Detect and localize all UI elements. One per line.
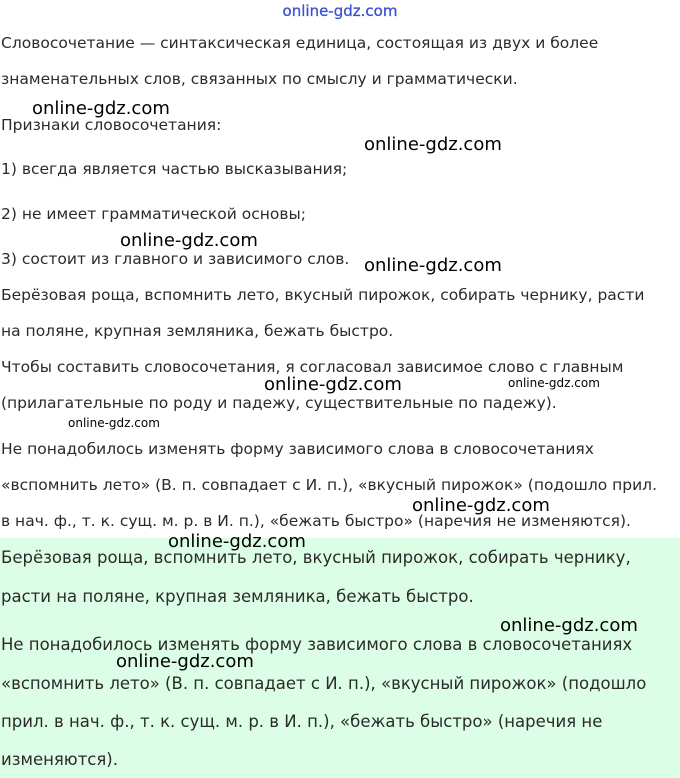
- feature-item-3: 3) состоит из главного и зависимого слов.: [1, 250, 350, 268]
- definition-line-1: Словосочетание — синтаксическая единица, состоящая из двух и более: [1, 34, 599, 52]
- watermark: online-gdz.com: [508, 376, 600, 390]
- watermark: online-gdz.com: [68, 416, 160, 430]
- note-line-2: «вспомнить лето» (В. п. совпадает с И. п.), «вкусный пирожок» (подошло прил.: [1, 476, 658, 494]
- watermark: online-gdz.com: [264, 374, 402, 395]
- watermark: online-gdz.com: [120, 230, 258, 251]
- feature-item-1: 1) всегда является частью высказывания;: [1, 160, 348, 178]
- answer-note-line-4: изменяются).: [1, 750, 118, 769]
- answer-phrases-line-1: Берёзовая роща, вспомнить лето, вкусный пирожок, собирать чернику,: [1, 548, 631, 567]
- feature-item-2: 2) не имеет грамматической основы;: [1, 205, 306, 223]
- watermark: online-gdz.com: [412, 495, 550, 516]
- phrases-line-2: на поляне, крупная земляника, бежать быстро.: [1, 322, 394, 340]
- note-line-3: в нач. ф., т. к. сущ. м. р. в И. п.), «бежать быстро» (наречия не изменяются).: [1, 512, 631, 530]
- answer-note-line-2: «вспомнить лето» (В. п. совпадает с И. п.), «вкусный пирожок» (подошло: [1, 674, 647, 693]
- explain-line-2: (прилагательные по роду и падежу, существительные по падежу).: [1, 394, 557, 412]
- answer-phrases-line-2: расти на поляне, крупная земляника, бежать быстро.: [1, 587, 474, 606]
- site-header: online-gdz.com: [282, 2, 398, 20]
- watermark: online-gdz.com: [500, 615, 638, 636]
- definition-line-2: знаменательных слов, связанных по смыслу и грамматически.: [1, 70, 518, 88]
- watermark: online-gdz.com: [364, 255, 502, 276]
- watermark: online-gdz.com: [168, 531, 306, 552]
- answer-highlight-block: [0, 538, 680, 778]
- watermark: online-gdz.com: [32, 98, 170, 119]
- phrases-line-1: Берёзовая роща, вспомнить лето, вкусный пирожок, собирать чернику, расти: [1, 286, 645, 304]
- features-title: Признаки словосочетания:: [1, 116, 222, 134]
- explain-line-1: Чтобы составить словосочетания, я согласовал зависимое слово с главным: [1, 358, 624, 376]
- watermark: online-gdz.com: [116, 651, 254, 672]
- note-line-1: Не понадобилось изменять форму зависимого слова в словосочетаниях: [1, 440, 594, 458]
- answer-note-line-1: Не понадобилось изменять форму зависимого слова в словосочетаниях: [1, 635, 633, 654]
- answer-note-line-3: прил. в нач. ф., т. к. сущ. м. р. в И. п.), «бежать быстро» (наречия не: [1, 712, 603, 731]
- watermark: online-gdz.com: [364, 134, 502, 155]
